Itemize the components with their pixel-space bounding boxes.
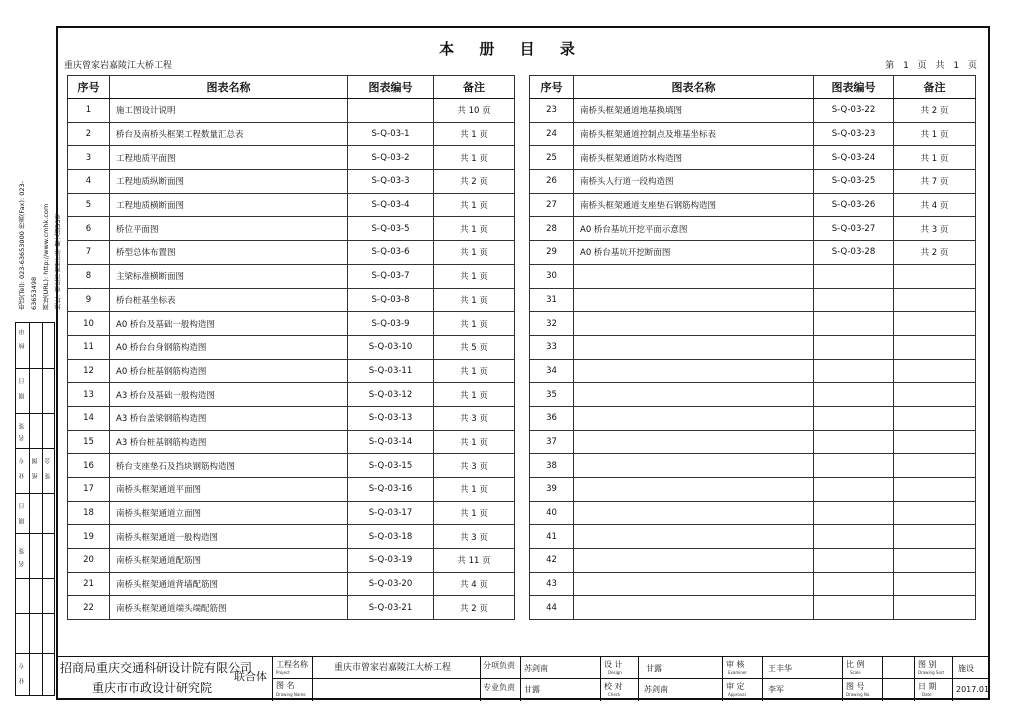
row-note: 共 1 页 bbox=[434, 217, 515, 241]
table-row bbox=[530, 454, 976, 478]
row-name: A0 桥台台身钢筋构造图 bbox=[110, 335, 348, 359]
row-note bbox=[894, 501, 976, 525]
row-code: S-Q-03-27 bbox=[814, 217, 894, 241]
row-number: 42 bbox=[530, 549, 574, 573]
row-note bbox=[894, 478, 976, 502]
row-code: S-Q-03-26 bbox=[814, 193, 894, 217]
row-note: 共 1 页 bbox=[434, 383, 515, 407]
row-number: 7 bbox=[68, 241, 110, 265]
scale-label: 比 例 bbox=[846, 660, 865, 669]
row-code bbox=[814, 359, 894, 383]
header-note: 备注 bbox=[434, 76, 515, 99]
row-note: 共 1 页 bbox=[894, 146, 976, 170]
row-code bbox=[814, 406, 894, 430]
row-number: 39 bbox=[530, 478, 574, 502]
row-number: 40 bbox=[530, 501, 574, 525]
row-note: 共 1 页 bbox=[434, 501, 515, 525]
row-note: 共 3 页 bbox=[894, 217, 976, 241]
table-row bbox=[68, 241, 515, 265]
row-name: A3 桥台及基础一般构造图 bbox=[110, 383, 348, 407]
row-number: 18 bbox=[68, 501, 110, 525]
side-label: 签 bbox=[19, 548, 26, 554]
side-label: 专 bbox=[19, 663, 26, 669]
row-number: 27 bbox=[530, 193, 574, 217]
row-code: S-Q-03-20 bbox=[348, 572, 434, 596]
header-no: 序号 bbox=[530, 76, 574, 99]
table-row bbox=[68, 335, 515, 359]
row-name bbox=[574, 430, 814, 454]
table-row bbox=[68, 596, 515, 620]
design-label-en: Design bbox=[608, 670, 622, 675]
table-row bbox=[530, 241, 976, 265]
row-name bbox=[574, 549, 814, 573]
row-number: 23 bbox=[530, 99, 574, 123]
row-number: 34 bbox=[530, 359, 574, 383]
row-note bbox=[894, 430, 976, 454]
header-name: 图表名称 bbox=[110, 76, 348, 99]
contact-line: 地址: 重庆市南岸区学府大道33号 bbox=[54, 212, 62, 310]
table-row bbox=[68, 549, 515, 573]
row-name bbox=[574, 501, 814, 525]
side-label: 业 bbox=[19, 473, 26, 479]
row-code bbox=[814, 430, 894, 454]
row-name bbox=[574, 478, 814, 502]
drawing-name-label: 图 名 bbox=[276, 681, 295, 690]
row-number: 41 bbox=[530, 525, 574, 549]
row-number: 19 bbox=[68, 525, 110, 549]
project-value: 重庆市曾家岩嘉陵江大桥工程 bbox=[334, 663, 452, 673]
row-name bbox=[574, 335, 814, 359]
row-number: 21 bbox=[68, 572, 110, 596]
header-name: 图表名称 bbox=[574, 76, 814, 99]
row-number: 10 bbox=[68, 312, 110, 336]
row-name: A3 桥台桩基钢筋构造图 bbox=[110, 430, 348, 454]
row-name bbox=[574, 288, 814, 312]
row-number: 24 bbox=[530, 122, 574, 146]
table-row bbox=[530, 406, 976, 430]
table-row bbox=[68, 572, 515, 596]
approve-label-en: Approval bbox=[728, 692, 746, 697]
row-code: S-Q-03-9 bbox=[348, 312, 434, 336]
row-note: 共 10 页 bbox=[434, 99, 515, 123]
row-name: 南桥头框架通道端头端配筋图 bbox=[110, 596, 348, 620]
row-name bbox=[574, 596, 814, 620]
row-name: A0 桥台及基础一般构造图 bbox=[110, 312, 348, 336]
table-row bbox=[68, 406, 515, 430]
row-code: S-Q-03-18 bbox=[348, 525, 434, 549]
item-lead-value: 苏剑南 bbox=[524, 664, 548, 673]
row-number: 32 bbox=[530, 312, 574, 336]
row-number: 20 bbox=[68, 549, 110, 573]
table-row bbox=[68, 122, 515, 146]
row-number: 8 bbox=[68, 264, 110, 288]
row-code: S-Q-03-4 bbox=[348, 193, 434, 217]
row-code bbox=[814, 549, 894, 573]
table-row bbox=[530, 99, 976, 123]
side-label: 业 bbox=[19, 678, 26, 684]
row-name: 桥台桩基坐标表 bbox=[110, 288, 348, 312]
side-label: 名 bbox=[19, 561, 26, 567]
row-name bbox=[574, 312, 814, 336]
side-label: 审 bbox=[19, 329, 26, 335]
row-number: 22 bbox=[68, 596, 110, 620]
side-label: 期 bbox=[19, 518, 26, 524]
date-label-en: Date bbox=[922, 692, 932, 697]
table-row bbox=[530, 430, 976, 454]
side-label: 期 bbox=[19, 393, 26, 399]
table-row bbox=[68, 99, 515, 123]
row-code: S-Q-03-17 bbox=[348, 501, 434, 525]
check-value: 苏剑南 bbox=[644, 685, 668, 694]
major-lead-label: 专业负责 bbox=[483, 683, 515, 692]
row-code: S-Q-03-21 bbox=[348, 596, 434, 620]
row-number: 1 bbox=[68, 99, 110, 123]
row-name: 桥台支座垫石及挡块钢筋构造图 bbox=[110, 454, 348, 478]
page-title: 本 册 目 录 bbox=[439, 40, 585, 58]
row-code: S-Q-03-3 bbox=[348, 170, 434, 194]
row-name: 南桥头框架通道背墙配筋图 bbox=[110, 572, 348, 596]
drawing-no-label-en: Drawing No. bbox=[846, 692, 871, 697]
date-label: 日 期 bbox=[918, 682, 937, 691]
row-number: 35 bbox=[530, 383, 574, 407]
table-row bbox=[530, 312, 976, 336]
row-code bbox=[814, 264, 894, 288]
side-label: 日 bbox=[19, 378, 26, 384]
row-code bbox=[814, 501, 894, 525]
table-header-row bbox=[530, 76, 976, 99]
row-name bbox=[574, 572, 814, 596]
row-note: 共 3 页 bbox=[434, 454, 515, 478]
table-row bbox=[530, 122, 976, 146]
row-number: 3 bbox=[68, 146, 110, 170]
row-number: 4 bbox=[68, 170, 110, 194]
row-note bbox=[894, 454, 976, 478]
table-row bbox=[530, 501, 976, 525]
row-number: 36 bbox=[530, 406, 574, 430]
row-code bbox=[814, 572, 894, 596]
row-note bbox=[894, 596, 976, 620]
row-note: 共 1 页 bbox=[434, 478, 515, 502]
table-row bbox=[530, 170, 976, 194]
row-name: 南桥头人行道一段构造图 bbox=[574, 170, 814, 194]
row-name: 工程地质横断面图 bbox=[110, 193, 348, 217]
row-code bbox=[814, 288, 894, 312]
row-name: 桥型总体布置图 bbox=[110, 241, 348, 265]
row-name: 桥台及南桥头框架工程数量汇总表 bbox=[110, 122, 348, 146]
side-label: 图 bbox=[32, 458, 39, 464]
table-row bbox=[68, 501, 515, 525]
row-note: 共 11 页 bbox=[434, 549, 515, 573]
row-name: A0 桥台桩基钢筋构造图 bbox=[110, 359, 348, 383]
row-note bbox=[894, 525, 976, 549]
title-block bbox=[56, 656, 990, 701]
row-number: 37 bbox=[530, 430, 574, 454]
review-label: 审 核 bbox=[726, 660, 745, 669]
row-note bbox=[894, 572, 976, 596]
row-name: 南桥头框架通道防水构造图 bbox=[574, 146, 814, 170]
row-code: S-Q-03-8 bbox=[348, 288, 434, 312]
row-code: S-Q-03-7 bbox=[348, 264, 434, 288]
table-row bbox=[68, 288, 515, 312]
table-row bbox=[530, 264, 976, 288]
signature-strip bbox=[15, 322, 55, 696]
item-lead-label: 分项负责 bbox=[483, 661, 515, 670]
table-row bbox=[530, 359, 976, 383]
row-code: S-Q-03-25 bbox=[814, 170, 894, 194]
review-label-en: Examiner bbox=[728, 670, 747, 675]
table-row bbox=[68, 193, 515, 217]
row-number: 9 bbox=[68, 288, 110, 312]
joint-label: 联合体 bbox=[234, 670, 267, 683]
row-name: 施工图设计说明 bbox=[110, 99, 348, 123]
row-note: 共 1 页 bbox=[434, 241, 515, 265]
table-row bbox=[530, 549, 976, 573]
check-label: 校 对 bbox=[604, 682, 623, 691]
row-name: 主梁标准横断面图 bbox=[110, 264, 348, 288]
approve-label: 审 定 bbox=[726, 682, 745, 691]
row-code: S-Q-03-6 bbox=[348, 241, 434, 265]
row-code bbox=[348, 99, 434, 123]
date-value: 2017.01 bbox=[956, 685, 990, 694]
approve-value: 李军 bbox=[768, 685, 784, 694]
row-note: 共 2 页 bbox=[894, 99, 976, 123]
row-number: 31 bbox=[530, 288, 574, 312]
major-lead-value: 甘露 bbox=[524, 685, 540, 694]
row-name: 桥位平面图 bbox=[110, 217, 348, 241]
row-number: 29 bbox=[530, 241, 574, 265]
row-number: 15 bbox=[68, 430, 110, 454]
row-number: 11 bbox=[68, 335, 110, 359]
index-table-left bbox=[67, 75, 515, 620]
table-row bbox=[68, 312, 515, 336]
row-name: 南桥头框架通道控制点及堆基坐标表 bbox=[574, 122, 814, 146]
row-note: 共 5 页 bbox=[434, 335, 515, 359]
row-name bbox=[574, 264, 814, 288]
row-number: 16 bbox=[68, 454, 110, 478]
row-number: 33 bbox=[530, 335, 574, 359]
row-code: S-Q-03-5 bbox=[348, 217, 434, 241]
category-label: 图 别 bbox=[918, 660, 937, 669]
row-note bbox=[894, 288, 976, 312]
table-row bbox=[68, 430, 515, 454]
row-note: 共 3 页 bbox=[434, 525, 515, 549]
row-number: 28 bbox=[530, 217, 574, 241]
company-name-1: 招商局重庆交通科研设计院有限公司 bbox=[60, 661, 253, 675]
row-code: S-Q-03-14 bbox=[348, 430, 434, 454]
row-note: 共 2 页 bbox=[894, 241, 976, 265]
row-code: S-Q-03-23 bbox=[814, 122, 894, 146]
row-note: 共 4 页 bbox=[894, 193, 976, 217]
header-code: 图表编号 bbox=[348, 76, 434, 99]
table-row bbox=[530, 478, 976, 502]
row-number: 2 bbox=[68, 122, 110, 146]
row-name bbox=[574, 525, 814, 549]
check-label-en: Check bbox=[608, 692, 621, 697]
row-number: 30 bbox=[530, 264, 574, 288]
contact-line: 电话(Tel): 023-63653000 传真(Fax): 023-63653498 bbox=[18, 181, 38, 310]
row-number: 13 bbox=[68, 383, 110, 407]
row-note bbox=[894, 264, 976, 288]
table-row bbox=[68, 478, 515, 502]
row-name: 南桥头框架通道平面图 bbox=[110, 478, 348, 502]
side-label: 签 bbox=[19, 423, 26, 429]
row-number: 14 bbox=[68, 406, 110, 430]
row-name bbox=[574, 454, 814, 478]
row-code: S-Q-03-22 bbox=[814, 99, 894, 123]
project-label-en: Project bbox=[276, 670, 290, 675]
side-label: 日 bbox=[19, 503, 26, 509]
drawing-no-label: 图 号 bbox=[846, 682, 865, 691]
row-code: S-Q-03-11 bbox=[348, 359, 434, 383]
row-name: A0 桥台基坑开挖平面示意图 bbox=[574, 217, 814, 241]
row-code: S-Q-03-16 bbox=[348, 478, 434, 502]
row-number: 44 bbox=[530, 596, 574, 620]
row-name: 南桥头框架通道配筋图 bbox=[110, 549, 348, 573]
side-label: 专 bbox=[19, 458, 26, 464]
table-row bbox=[530, 335, 976, 359]
table-row bbox=[530, 572, 976, 596]
row-name: 南桥头框架通道一般构造图 bbox=[110, 525, 348, 549]
company-name-2: 重庆市市政设计研究院 bbox=[92, 681, 213, 695]
contact-line: 网址(URL): http://www.cmhk.com bbox=[42, 203, 50, 310]
row-code: S-Q-03-28 bbox=[814, 241, 894, 265]
side-label: 核 bbox=[19, 343, 26, 349]
category-value: 施设 bbox=[958, 664, 974, 673]
row-code: S-Q-03-2 bbox=[348, 146, 434, 170]
row-number: 17 bbox=[68, 478, 110, 502]
design-label: 设 计 bbox=[604, 660, 623, 669]
row-number: 12 bbox=[68, 359, 110, 383]
table-row bbox=[530, 596, 976, 620]
header-no: 序号 bbox=[68, 76, 110, 99]
row-note: 共 1 页 bbox=[434, 146, 515, 170]
table-row bbox=[530, 288, 976, 312]
row-number: 25 bbox=[530, 146, 574, 170]
row-code bbox=[814, 383, 894, 407]
row-number: 26 bbox=[530, 170, 574, 194]
row-note: 共 2 页 bbox=[434, 596, 515, 620]
table-row bbox=[68, 217, 515, 241]
row-name: A3 桥台盖梁钢筋构造图 bbox=[110, 406, 348, 430]
table-row bbox=[68, 264, 515, 288]
row-note: 共 3 页 bbox=[434, 406, 515, 430]
table-row bbox=[68, 146, 515, 170]
row-name: 南桥头框架通道地基换填图 bbox=[574, 99, 814, 123]
row-name: 工程地质纵断面图 bbox=[110, 170, 348, 194]
row-number: 43 bbox=[530, 572, 574, 596]
table-row bbox=[530, 525, 976, 549]
row-note: 共 1 页 bbox=[434, 430, 515, 454]
side-label: 名 bbox=[19, 435, 26, 441]
index-table-right bbox=[529, 75, 976, 620]
row-name: 南桥头框架通道立面图 bbox=[110, 501, 348, 525]
row-code: S-Q-03-1 bbox=[348, 122, 434, 146]
row-number: 38 bbox=[530, 454, 574, 478]
row-code bbox=[814, 454, 894, 478]
table-row bbox=[530, 217, 976, 241]
header-note: 备注 bbox=[894, 76, 976, 99]
row-note bbox=[894, 383, 976, 407]
row-code: S-Q-03-10 bbox=[348, 335, 434, 359]
row-number: 6 bbox=[68, 217, 110, 241]
row-note: 共 1 页 bbox=[434, 193, 515, 217]
row-code bbox=[814, 596, 894, 620]
table-row bbox=[68, 359, 515, 383]
table-row bbox=[68, 170, 515, 194]
row-note: 共 1 页 bbox=[434, 312, 515, 336]
row-note bbox=[894, 335, 976, 359]
table-row bbox=[530, 146, 976, 170]
table-header-row bbox=[68, 76, 515, 99]
side-label: 会 bbox=[45, 458, 52, 464]
row-note: 共 1 页 bbox=[434, 264, 515, 288]
side-label: 签 bbox=[45, 473, 52, 479]
contact-info bbox=[16, 150, 62, 310]
row-name bbox=[574, 359, 814, 383]
row-code: S-Q-03-13 bbox=[348, 406, 434, 430]
row-note bbox=[894, 359, 976, 383]
category-label-en: Drawing Sort bbox=[918, 670, 945, 675]
drawing-name-label-en: Drawing Name bbox=[276, 692, 306, 697]
row-name bbox=[574, 383, 814, 407]
row-code: S-Q-03-19 bbox=[348, 549, 434, 573]
table-row bbox=[530, 383, 976, 407]
row-note bbox=[894, 549, 976, 573]
table-row bbox=[530, 193, 976, 217]
row-code bbox=[814, 478, 894, 502]
review-value: 王丰华 bbox=[768, 664, 792, 673]
row-code bbox=[814, 312, 894, 336]
design-value: 甘露 bbox=[646, 664, 662, 673]
row-note: 共 4 页 bbox=[434, 572, 515, 596]
row-code: S-Q-03-24 bbox=[814, 146, 894, 170]
table-row bbox=[68, 525, 515, 549]
row-note: 共 1 页 bbox=[434, 359, 515, 383]
row-name: 南桥头框架通道支座垫石钢筋构造图 bbox=[574, 193, 814, 217]
project-label: 工程名称 bbox=[276, 660, 308, 669]
row-note: 共 1 页 bbox=[434, 122, 515, 146]
row-note: 共 7 页 bbox=[894, 170, 976, 194]
row-note: 共 1 页 bbox=[434, 288, 515, 312]
row-code: S-Q-03-12 bbox=[348, 383, 434, 407]
header-code: 图表编号 bbox=[814, 76, 894, 99]
row-number: 5 bbox=[68, 193, 110, 217]
row-name: A0 桥台基坑开挖断面图 bbox=[574, 241, 814, 265]
row-name bbox=[574, 406, 814, 430]
row-note bbox=[894, 312, 976, 336]
row-code bbox=[814, 335, 894, 359]
scale-label-en: Scale bbox=[850, 670, 861, 675]
row-code: S-Q-03-15 bbox=[348, 454, 434, 478]
table-row bbox=[68, 383, 515, 407]
page-info: 第 1 页 共 1 页 bbox=[885, 61, 980, 71]
row-note bbox=[894, 406, 976, 430]
project-name: 重庆曾家岩嘉陵江大桥工程 bbox=[64, 61, 173, 71]
table-row bbox=[68, 454, 515, 478]
row-note: 共 1 页 bbox=[894, 122, 976, 146]
row-name: 工程地质平面图 bbox=[110, 146, 348, 170]
row-code bbox=[814, 525, 894, 549]
side-label: 纸 bbox=[32, 473, 39, 479]
row-note: 共 2 页 bbox=[434, 170, 515, 194]
